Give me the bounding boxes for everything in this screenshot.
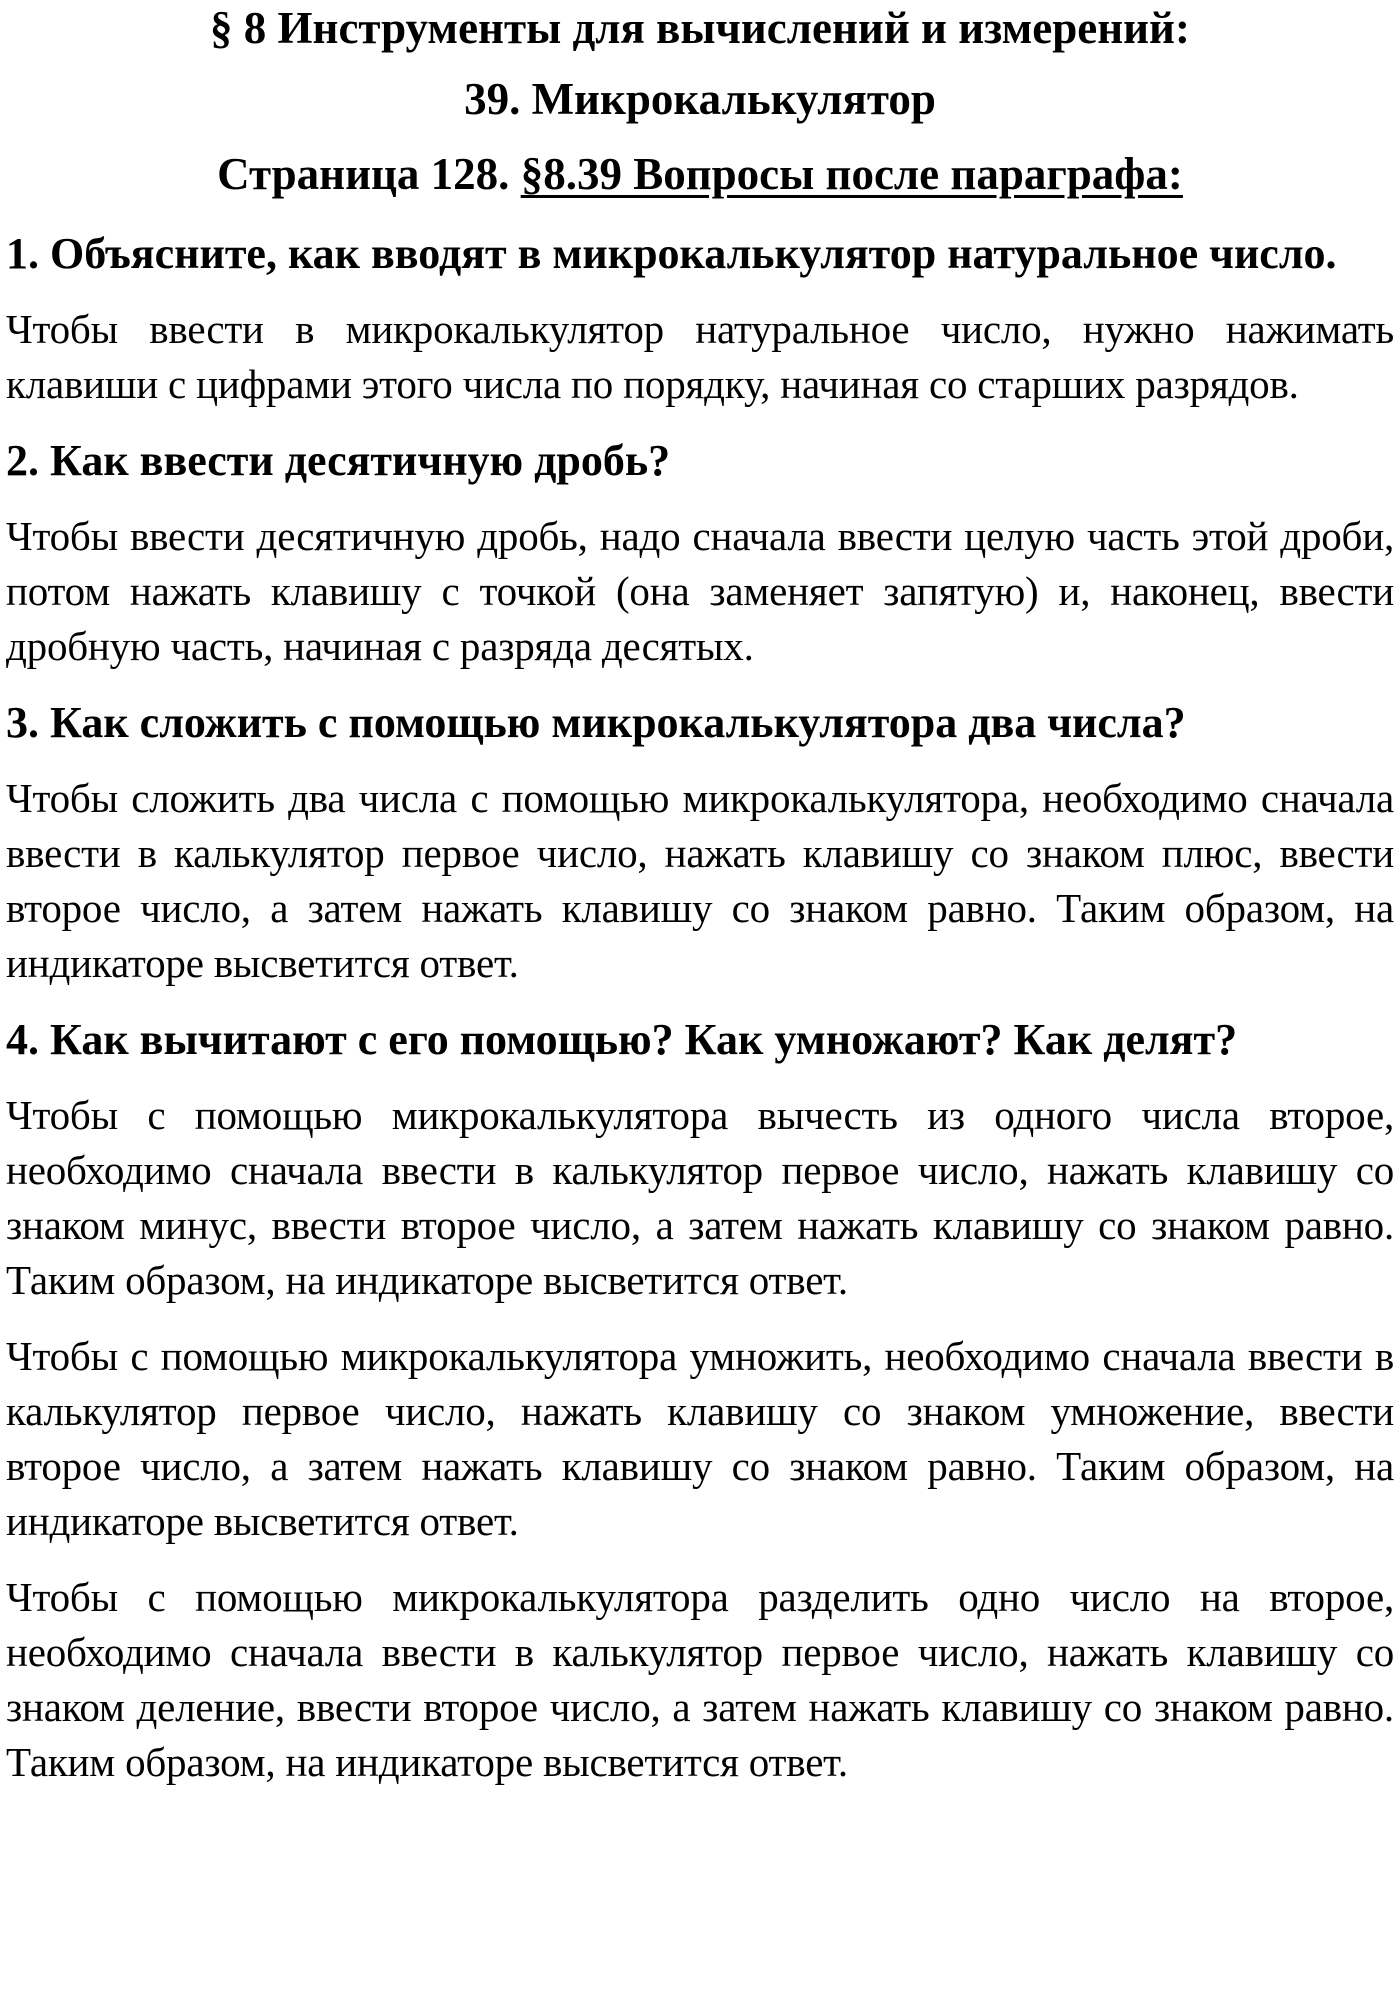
answer-paragraph: Чтобы сложить два числа с помощью микрокалькулятора, необходимо сначала ввести в калькулятор первое число, нажать клавишу со знаком плюс, ввести второе число, а затем нажать клавишу со знаком равно. Таким образом, на индикаторе высветится ответ. xyxy=(6,775,1394,986)
answer-paragraph: Чтобы ввести в микрокалькулятор натуральное число, нужно нажимать клавиши с цифрами этого числа по порядку, начиная со старших разрядов. xyxy=(6,306,1394,407)
section-title: § 8 Инструменты для вычислений и измерений: xyxy=(210,3,1190,53)
question-block-3 xyxy=(6,695,1394,991)
question-block-1 xyxy=(6,226,1394,412)
questions-list xyxy=(6,226,1394,1811)
answer-paragraph-divide: Чтобы с помощью микрокалькулятора разделить одно число на второе, необходимо сначала ввести в калькулятор первое число, нажать клавишу со знаком деление, ввести второе число, а затем нажать клавишу со знаком равно. Таким образом, на индикаторе высветится ответ. xyxy=(6,1574,1394,1785)
page-number-label: Страница 128. xyxy=(217,149,510,199)
answer-paragraph-subtract: Чтобы с помощью микрокалькулятора вычесть из одного числа второе, необходимо сначала ввести в калькулятор первое число, нажать клавишу со знаком минус, ввести второе число, а затем нажать клавишу со знаком равно. Таким образом, на индикаторе высветится ответ. xyxy=(6,1092,1394,1303)
question-heading: 2. Как ввести десятичную дробь? xyxy=(6,436,671,485)
question-heading: 1. Объясните, как вводят в микрокалькулятор натуральное число. xyxy=(6,229,1337,278)
question-block-4 xyxy=(6,1012,1394,1790)
question-block-2 xyxy=(6,433,1394,674)
topic-title: 39. Микрокалькулятор xyxy=(464,74,936,124)
questions-link[interactable]: §8.39 Вопросы после параграфа: xyxy=(520,149,1183,199)
question-heading: 3. Как сложить с помощью микрокалькулятора два числа? xyxy=(6,698,1186,747)
answer-paragraph-multiply: Чтобы с помощью микрокалькулятора умножить, необходимо сначала ввести в калькулятор первое число, нажать клавишу со знаком умножение, ввести второе число, а затем нажать клавишу со знаком равно. Таким образом, на индикаторе высветится ответ. xyxy=(6,1333,1394,1544)
question-heading: 4. Как вычитают с его помощью? Как умножают? Как делят? xyxy=(6,1015,1238,1064)
page-reference xyxy=(0,146,1400,202)
answer-paragraph: Чтобы ввести десятичную дробь, надо сначала ввести целую часть этой дроби, потом нажать клавишу с точкой (она заменяет запятую) и, наконец, ввести дробную часть, начиная с разряда десятых. xyxy=(6,513,1394,669)
